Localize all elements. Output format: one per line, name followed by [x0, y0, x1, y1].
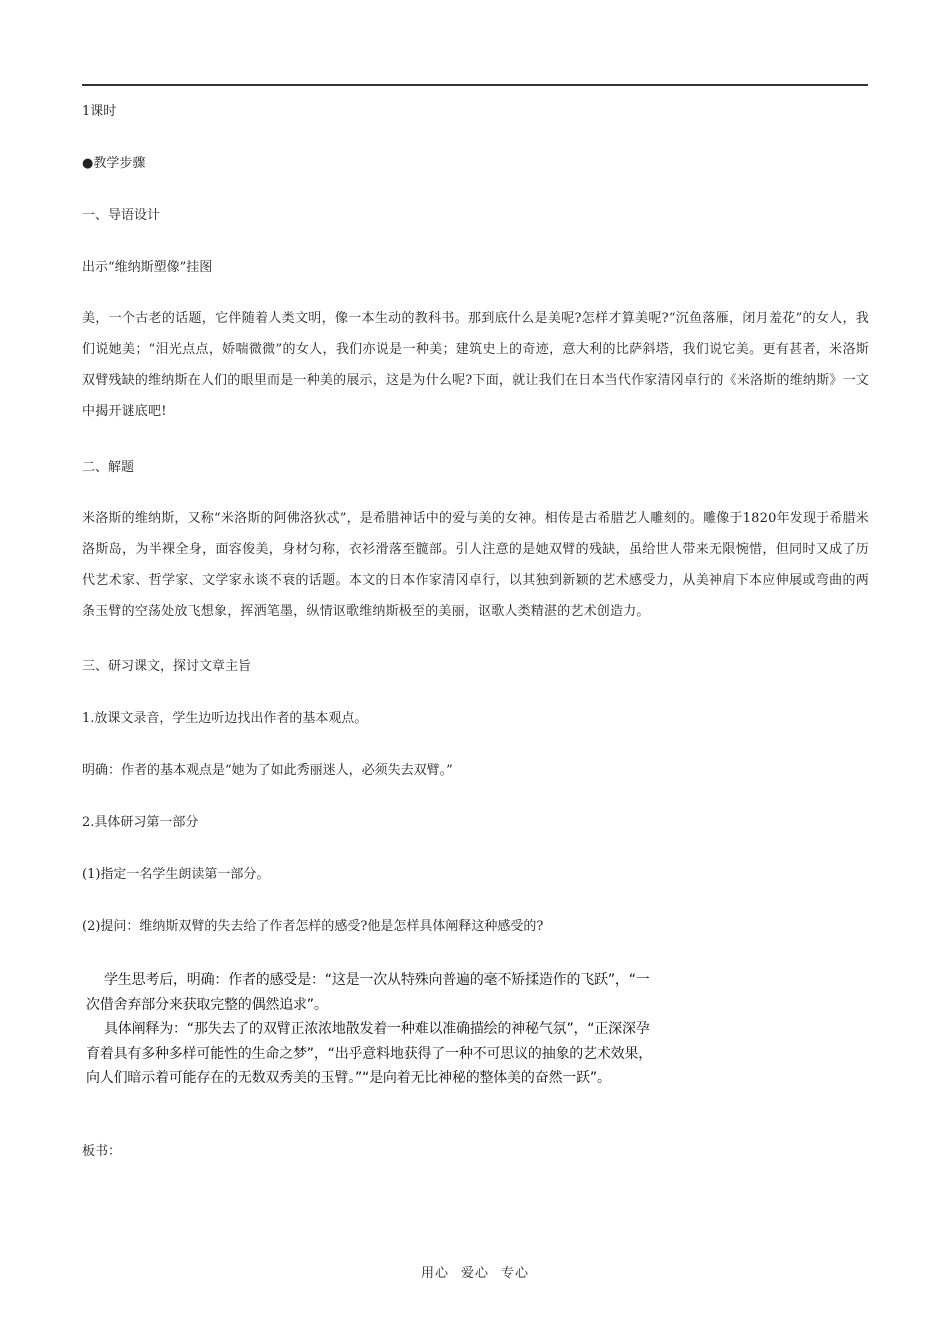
footer-text: 专心 [501, 1266, 530, 1281]
intro-picture-note: 出示“维纳斯塑像”挂图 [82, 260, 213, 275]
sub-item-1: (1)指定一名学生朗读第一部分。 [82, 867, 270, 882]
intro-heading: 一、导语设计 [82, 208, 161, 223]
scanned-text-image [86, 968, 696, 1091]
footer-text: 用心 [420, 1266, 449, 1281]
item-1-answer: 明确：作者的基本观点是“她为了如此秀丽迷人，必须失去双臂。” [82, 763, 453, 778]
sub-item-2: (2)提问：维纳斯双臂的失去给了作者怎样的感受?他是怎样具体阐释这种感受的? [82, 919, 544, 934]
item-1: 1.放课文录音，学生边听边找出作者的基本观点。 [82, 711, 368, 726]
intro-paragraph: 美，一个古老的话题，它伴随着人类文明，像一本生动的教科书。那到底什么是美呢?怎样才算美呢?“沉鱼落雁，闭月羞花”的女人，我们说她美；“泪光点点，娇喘微微”的女人，我们亦说是一种美；建筑史上的奇迹，意大利的比萨斜塔，我们说它美。更有甚者，米洛斯双臂残缺的维纳斯在人们的眼里而是一种美的展示，这是为什么呢?下面，就让我们在日本当代作家清冈卓行的《米洛斯的维纳斯》一文中揭开谜底吧! [82, 311, 869, 419]
scan-line: 具体阐释为：“那失去了的双臂正浓浓地散发着一种难以准确描绘的神秘气氛”，“正深深孕 [104, 1021, 650, 1037]
scan-line: 向人们暗示着可能存在的无数双秀美的玉臂。”“是向着无比神秘的整体美的奋然一跃”。 [86, 1070, 611, 1086]
page-footer [0, 1262, 950, 1281]
title-heading: 二、解题 [82, 460, 135, 475]
header-rule [82, 84, 868, 86]
scan-line: 育着具有多种多样可能性的生命之梦”，“出乎意料地获得了一种不可思议的抽象的艺术效果， [86, 1045, 653, 1062]
steps-heading: ●教学步骤 [82, 156, 146, 171]
lesson-time: 1课时 [82, 104, 117, 119]
board-label: 板书： [82, 1144, 122, 1159]
footer-text: 爱心 [460, 1266, 489, 1281]
scan-line: 次借舍弃部分来获取完整的偶然追求”。 [86, 996, 328, 1013]
title-paragraph: 米洛斯的维纳斯，又称“米洛斯的阿佛洛狄忒”，是希腊神话中的爱与美的女神。相传是古希腊艺人雕刻的。雕像于1820年发现于希腊米洛斯岛，为半裸全身，面容俊美，身材匀称，衣衫滑落至髋部。引人注意的是她双臂的残缺，虽给世人带来无限惋惜，但同时又成了历代艺术家、哲学家、文学家永谈不衰的话题。本文的日本作家清冈卓行，以其独到新颖的艺术感受力，从美神肩下本应伸展或弯曲的两条玉臂的空荡处放飞想象，挥洒笔墨，纵情讴歌维纳斯极至的美丽，讴歌人类精湛的艺术创造力。 [82, 511, 869, 619]
scan-line: 学生思考后，明确：作者的感受是：“这是一次从特殊向普遍的毫不矫揉造作的飞跃”，“一 [104, 972, 650, 988]
study-heading: 三、研习课文，探讨文章主旨 [82, 659, 252, 674]
item-2: 2.具体研习第一部分 [82, 815, 199, 830]
